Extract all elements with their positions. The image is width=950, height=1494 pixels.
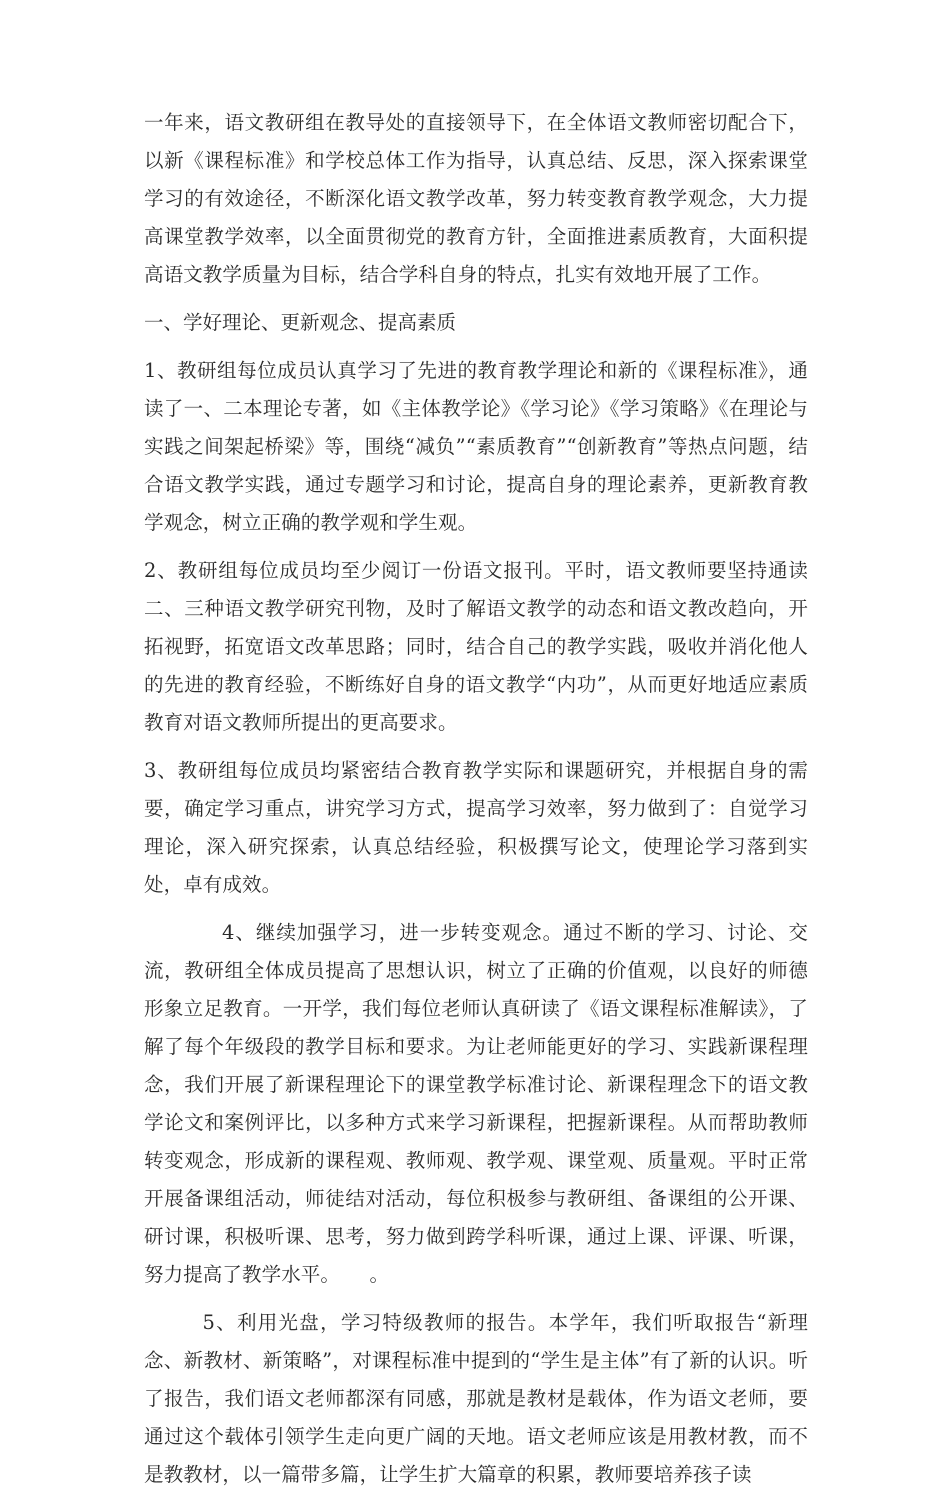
paragraph-intro: 一年来，语文教研组在教导处的直接领导下，在全体语文教师密切配合下，以新《课程标准》和学校总体工作为指导，认真总结、反思，深入探索课堂学习的有效途径，不断深化语文教学改革，努力转变教育教学观念，大力提高课堂教学效率，以全面贯彻党的教育方针，全面推进素质教育，大面积提高语文教学质量为目标，结合学科自身的特点，扎实有效地开展了工作。 <box>144 111 808 286</box>
paragraph-item-3: 3、教研组每位成员均紧密结合教育教学实际和课题研究，并根据自身的需要，确定学习重点，讲究学习方式，提高学习效率，努力做到了：自觉学习理论，深入研究探索，认真总结经验，积极撰写论文，使理论学习落到实处，卓有成效。 <box>144 759 808 896</box>
paragraph-item-1: 1、教研组每位成员认真学习了先进的教育教学理论和新的《课程标准》，通读了一、二本理论专著，如《主体教学论》《学习论》《学习策略》《在理论与实践之间架起桥梁》等，围绕“减负”“素质教育”“创新教育”等热点问题，结合语文教学实践，通过专题学习和讨论，提高自身的理论素养，更新教育教学观念，树立正确的教学观和学生观。 <box>144 359 808 534</box>
paragraph-item-5: 5、利用光盘，学习特级教师的报告。本学年，我们听取报告“新理念、新教材、新策略”，对课程标准中提到的“学生是主体”有了新的认识。听了报告，我们语文老师都深有同感，那就是教材是载体，作为语文老师，要通过这个载体引领学生走向更广阔的天地。语文老师应该是用教材教，而不是教教材，以一篇带多篇，让学生扩大篇章的积累，教师要培养孩子读 <box>144 1311 808 1486</box>
section-heading-one: 一、学好理论、更新观念、提高素质 <box>144 311 457 334</box>
paragraph-item-2: 2、教研组每位成员均至少阅订一份语文报刊。平时，语文教师要坚持通读二、三种语文教学研究刊物，及时了解语文教学的动态和语文教改趋向，开拓视野，拓宽语文改革思路；同时，结合自己的教学实践，吸收并消化他人的先进的教育经验，不断练好自身的语文教学“内功”，从而更好地适应素质教育对语文教师所提出的更高要求。 <box>144 559 808 734</box>
document-text-body <box>144 104 808 1494</box>
paragraph-item-4: 4、继续加强学习，进一步转变观念。通过不断的学习、讨论、交流，教研组全体成员提高了思想认识，树立了正确的价值观，以良好的师德形象立足教育。一开学，我们每位老师认真研读了《语文课程标准解读》，了解了每个年级段的教学目标和要求。为让老师能更好的学习、实践新课程理念，我们开展了新课程理论下的课堂教学标准讨论、新课程理念下的语文教学论文和案例评比，以多种方式来学习新课程，把握新课程。从而帮助教师转变观念，形成新的课程观、教师观、教学观、课堂观、质量观。平时正常开展备课组活动，师徒结对活动，每位积极参与教研组、备课组的公开课、研讨课，积极听课、思考，努力做到跨学科听课，通过上课、评课、听课，努力提高了教学水平。 。 <box>144 921 808 1286</box>
